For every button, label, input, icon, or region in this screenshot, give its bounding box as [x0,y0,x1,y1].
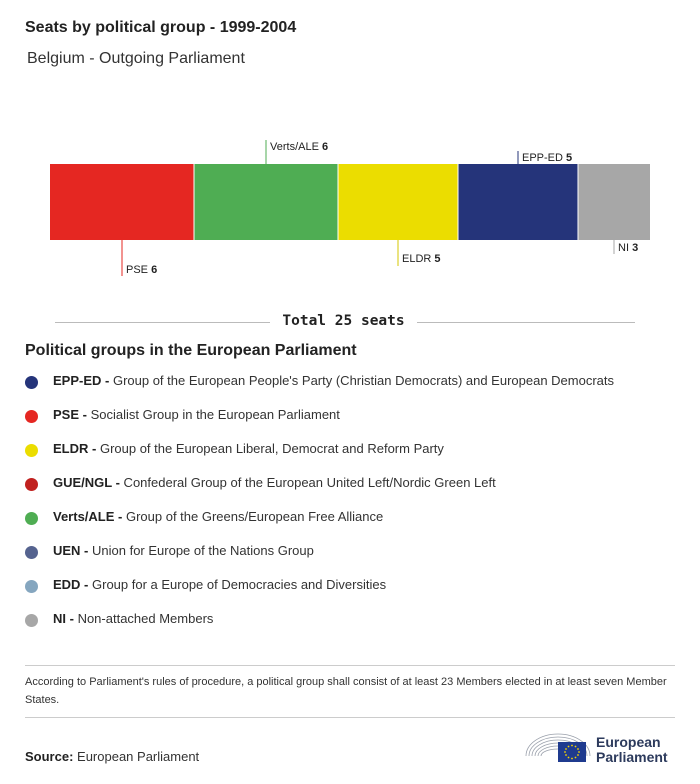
bar-segment-epped [458,164,578,240]
data-label-value: 3 [632,242,639,254]
data-label [618,242,638,254]
bar-segment-pse [50,164,194,240]
legend-abbr: Verts/ALE - [53,509,123,524]
data-label-category: EPP-ED [522,152,567,164]
source-line [25,749,199,764]
legend-text [53,440,444,458]
legend-item [25,440,614,474]
chart-subtitle: Belgium - Outgoing Parliament [27,50,245,67]
legend-item [25,610,614,644]
legend-desc: Group for a Europe of Democracies and Diversities [88,577,387,592]
logo-line-1: European [596,734,661,750]
footnote: According to Parliament's rules of procedure, a political group shall consist of at least 23 Members elected in at least seven Member States. [25,676,667,706]
european-parliament-logo [524,728,684,768]
legend-item [25,474,614,508]
legend-text [53,542,314,560]
total-divider-right [417,322,635,323]
total-seats-label: Total 25 seats [282,313,405,329]
legend-text [53,508,383,526]
legend-desc: Group of the Greens/European Free Alliance [122,509,384,524]
bar-segment-eldr [338,164,458,240]
logo-line-2: Parliament [596,749,668,765]
note-divider-bottom [25,717,675,718]
legend-text [53,576,386,594]
legend-abbr: GUE/NGL - [53,475,120,490]
data-label-category: NI [618,242,633,254]
total-row [55,310,635,334]
data-label-value: 5 [566,152,573,164]
legend-abbr: PSE - [53,407,87,422]
source-value: European Parliament [77,749,200,764]
legend-abbr: ELDR - [53,441,97,456]
legend-desc: Group of the European Liberal, Democrat and Reform Party [96,441,444,456]
bar-segment-vertsale [194,164,338,240]
legend-color-dot [25,410,38,423]
legend-item [25,372,614,406]
legend-text [53,610,213,628]
legend-desc: Union for Europe of the Nations Group [88,543,314,558]
legend-color-dot [25,512,38,525]
total-divider-left [55,322,270,323]
legend-abbr: NI - [53,611,74,626]
groups-heading: Political groups in the European Parliament [25,342,357,359]
data-label [522,152,572,164]
legend-desc: Socialist Group in the European Parliament [86,407,340,422]
groups-legend [25,372,614,644]
chart-title: Seats by political group - 1999-2004 [25,19,297,36]
legend-desc: Group of the European People's Party (Christian Democrats) and European Democrats [109,373,615,388]
legend-text [53,474,496,492]
legend-color-dot [25,478,38,491]
bar-segment-ni [578,164,650,240]
legend-color-dot [25,546,38,559]
data-label [402,253,441,265]
legend-text [53,372,614,390]
source-label: Source: [25,749,74,764]
legend-abbr: UEN - [53,543,89,558]
legend-item [25,406,614,440]
data-label-category: PSE [126,264,152,276]
legend-color-dot [25,376,38,389]
note-divider-top [25,665,675,666]
data-label-category: Verts/ALE [270,141,322,153]
legend-color-dot [25,444,38,457]
legend-abbr: EDD - [53,577,89,592]
logo-text [596,735,668,765]
legend-abbr: EPP-ED - [53,373,110,388]
data-label-category: ELDR [402,253,435,265]
data-label-value: 6 [151,264,158,276]
legend-desc: Non-attached Members [73,611,214,626]
legend-text [53,406,340,424]
data-label [126,264,157,276]
legend-item [25,508,614,542]
data-label [270,141,328,153]
legend-desc: Confederal Group of the European United Left/Nordic Green Left [119,475,496,490]
legend-item [25,542,614,576]
legend-color-dot [25,614,38,627]
seats-bar-chart [0,120,700,285]
data-label-value: 6 [321,141,329,153]
eu-flag-hemicycle-icon [524,728,594,768]
legend-color-dot [25,580,38,593]
data-label-value: 5 [434,253,441,265]
legend-item [25,576,614,610]
